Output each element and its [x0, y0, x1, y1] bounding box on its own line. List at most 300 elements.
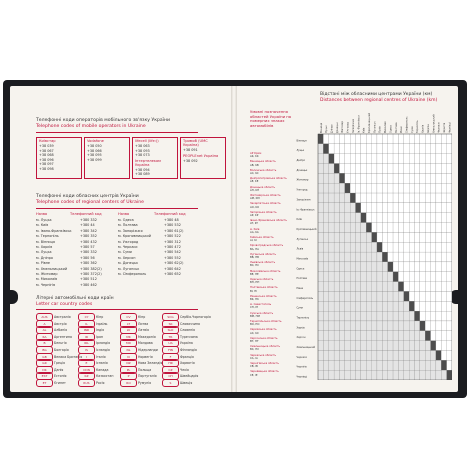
grid-cell — [366, 183, 371, 193]
grid-cell — [404, 252, 409, 262]
city-code: +380 352 — [80, 234, 97, 239]
grid-cell — [366, 311, 371, 321]
grid-cell — [382, 262, 387, 272]
grid-cell — [414, 341, 419, 351]
grid-cell — [350, 164, 355, 174]
grid-cell — [447, 321, 452, 331]
grid-cell — [447, 154, 452, 164]
grid-row-label: Вінниця — [296, 139, 307, 143]
grid-cell — [436, 193, 441, 203]
grid-cell — [318, 242, 323, 252]
grid-cell — [420, 321, 425, 331]
grid-cell — [404, 242, 409, 252]
grid-cell — [398, 203, 403, 213]
col-header-code: Телефонний код — [154, 212, 186, 216]
car-code-oval: RA — [36, 333, 53, 341]
car-country: Хорватія — [179, 361, 195, 366]
legend-plate: BM, HM — [250, 314, 260, 318]
grid-cell — [377, 301, 382, 311]
grid-col-label: Тернопіль — [416, 120, 420, 133]
grid-cell — [323, 321, 328, 331]
city-name: м. Запоріжжя — [118, 228, 143, 233]
car-code-oval: ET — [36, 379, 53, 387]
grid-cell — [345, 301, 350, 311]
grid-cell — [339, 203, 344, 213]
grid-col-label: Луцьк — [325, 125, 329, 133]
grid-cell — [414, 164, 419, 174]
grid-cell — [334, 213, 339, 223]
grid-cell — [425, 134, 430, 144]
city-name: м. Кропивницький — [118, 234, 151, 239]
divider — [36, 132, 198, 133]
grid-col-label: Дніпро — [330, 124, 334, 133]
grid-cell — [409, 272, 414, 282]
grid-cell — [350, 134, 355, 144]
grid-cell — [436, 134, 441, 144]
legend-plate: AP, KP — [250, 214, 259, 217]
grid-cell — [356, 341, 361, 351]
car-code-oval: CY — [78, 313, 95, 321]
grid-cell — [377, 242, 382, 252]
operator-name: Vodafone — [87, 139, 104, 143]
grid-cell — [345, 144, 350, 154]
grid-cell — [420, 213, 425, 223]
grid-cell — [441, 291, 446, 301]
grid-cell — [388, 213, 393, 223]
grid-cell — [377, 282, 382, 292]
grid-cell — [361, 331, 366, 341]
grid-cell — [447, 223, 452, 233]
grid-cell — [361, 193, 366, 203]
grid-cell — [382, 272, 387, 282]
grid-cell — [318, 331, 323, 341]
legend-region: Рівненська область — [250, 294, 277, 298]
grid-cell — [398, 164, 403, 174]
grid-cell — [318, 193, 323, 203]
grid-cell — [409, 183, 414, 193]
grid-cell — [409, 321, 414, 331]
grid-cell — [350, 291, 355, 301]
grid-cell — [409, 350, 414, 360]
grid-cell — [318, 321, 323, 331]
car-country: Ірландія — [95, 341, 111, 346]
car-code-oval: GB — [36, 353, 53, 361]
grid-row-label: Рівне — [296, 286, 304, 290]
car-country: Іран — [95, 334, 104, 339]
grid-cell — [425, 341, 430, 351]
grid-cell — [414, 262, 419, 272]
city-name: м. Сімферополь — [118, 272, 147, 276]
grid-cell — [339, 341, 344, 351]
grid-cell — [388, 321, 393, 331]
grid-cell — [372, 272, 377, 282]
grid-row-label: Одеса — [296, 267, 305, 271]
operator-name: PEOPLEnet Україна — [183, 153, 219, 158]
grid-cell — [420, 370, 425, 380]
grid-cell — [436, 291, 441, 301]
grid-cell — [329, 272, 334, 282]
car-code-oval: MK — [120, 333, 137, 341]
grid-cell — [345, 173, 350, 183]
grid-cell — [329, 134, 334, 144]
grid-cell — [329, 360, 334, 370]
grid-col-label: Сімферополь — [405, 116, 409, 133]
grid-cell — [431, 291, 436, 301]
grid-cell — [350, 173, 355, 183]
grid-col-label: Суми — [410, 126, 414, 133]
grid-row-label: Херсон — [296, 336, 306, 340]
grid-cell — [366, 341, 371, 351]
grid-cell — [398, 301, 403, 311]
grid-cell — [441, 311, 446, 321]
car-code-oval: NZ — [120, 359, 137, 367]
grid-cell — [356, 154, 361, 164]
grid-cell — [388, 301, 393, 311]
grid-cell — [393, 232, 398, 242]
grid-cell — [436, 272, 441, 282]
grid-cell — [388, 164, 393, 174]
grid-cell — [447, 144, 452, 154]
operator-code: +38 067 — [39, 148, 54, 153]
grid-col-label: Вінниця — [319, 122, 323, 133]
grid-cell — [372, 331, 377, 341]
grid-cell — [323, 173, 328, 183]
grid-row-label: Донецьк — [296, 168, 308, 172]
grid-cell — [377, 291, 382, 301]
grid-cell — [334, 370, 339, 380]
grid-cell — [447, 301, 452, 311]
car-country: Кіпр — [137, 315, 146, 319]
grid-cell — [436, 223, 441, 233]
grid-cell — [350, 350, 355, 360]
grid-cell — [388, 311, 393, 321]
grid-cell — [404, 144, 409, 154]
car-country: Болгарія — [53, 348, 69, 352]
grid-cell — [414, 173, 419, 183]
legend-region: Луганська область — [250, 252, 276, 256]
grid-cell — [377, 134, 382, 144]
grid-cell — [441, 301, 446, 311]
grid-cell — [329, 321, 334, 331]
grid-cell — [409, 203, 414, 213]
grid-cell — [382, 370, 387, 380]
city-code: +380 342 — [80, 228, 97, 233]
grid-cell — [398, 311, 403, 321]
legend-plate: BC, HC — [250, 264, 259, 268]
grid-cell — [398, 193, 403, 203]
grid-cell — [350, 370, 355, 380]
car-code-oval: N — [120, 353, 137, 361]
grid-cell — [447, 232, 452, 242]
grid-cell — [436, 341, 441, 351]
grid-cell — [447, 341, 452, 351]
grid-cell — [404, 173, 409, 183]
grid-cell — [382, 291, 387, 301]
grid-cell — [361, 213, 366, 223]
grid-cell — [393, 242, 398, 252]
grid-col-label: Рівне — [400, 126, 404, 133]
grid-cell — [339, 193, 344, 203]
grid-cell — [393, 213, 398, 223]
grid-cell — [377, 193, 382, 203]
grid-cell — [345, 193, 350, 203]
car-country: Польща — [137, 367, 152, 372]
car-code-oval: BG — [36, 346, 53, 354]
grid-cell — [318, 272, 323, 282]
car-code-oval: IND — [78, 326, 95, 334]
grid-cell — [436, 203, 441, 213]
grid-cell — [420, 193, 425, 203]
grid-cell — [414, 350, 419, 360]
legend-plate: CB, IB — [250, 365, 258, 369]
grid-cell — [441, 262, 446, 272]
grid-cell — [393, 164, 398, 174]
grid-cell — [345, 350, 350, 360]
grid-cell — [431, 262, 436, 272]
grid-cell — [447, 242, 452, 252]
grid-cell — [404, 223, 409, 233]
grid-cell — [366, 262, 371, 272]
grid-cell — [323, 164, 328, 174]
grid-cell — [372, 370, 377, 380]
grid-cell — [425, 291, 430, 301]
grid-cell — [425, 213, 430, 223]
grid-cell — [414, 321, 419, 331]
grid-cell — [409, 154, 414, 164]
grid-cell — [398, 341, 403, 351]
grid-cell — [431, 301, 436, 311]
grid-cell — [356, 360, 361, 370]
operator-name: Київстар — [39, 139, 56, 143]
grid-cell — [425, 144, 430, 154]
grid-cell — [420, 183, 425, 193]
legend-region: Івано-Франківська область — [250, 219, 287, 223]
distance-title-ua: Відстані між обласними центрами України (км) — [320, 92, 433, 97]
grid-cell — [366, 350, 371, 360]
grid-row-label: Львів — [296, 247, 304, 251]
grid-cell — [366, 252, 371, 262]
city-name: м. Хмельницький — [36, 266, 68, 271]
grid-cell — [356, 242, 361, 252]
city-code: +380 312 — [164, 239, 181, 244]
grid-cell — [382, 144, 387, 154]
city-name: м. Суми — [118, 250, 132, 255]
grid-cell — [372, 232, 377, 242]
grid-cell — [398, 282, 403, 292]
grid-cell — [329, 154, 334, 164]
grid-cell — [414, 311, 419, 321]
legend-region: Закарпатська область — [250, 202, 281, 206]
grid-cell — [329, 173, 334, 183]
grid-cell — [388, 242, 393, 252]
grid-cell — [436, 173, 441, 183]
car-code-oval: SCG — [162, 313, 179, 321]
grid-cell — [329, 370, 334, 380]
grid-row-label: Миколаїв — [296, 257, 309, 261]
grid-cell — [409, 360, 414, 370]
grid-cell — [350, 311, 355, 321]
grid-cell — [425, 193, 430, 203]
grid-cell — [356, 272, 361, 282]
grid-cell — [382, 301, 387, 311]
grid-cell — [409, 331, 414, 341]
legend-region: Вінницька область — [250, 160, 276, 164]
grid-cell — [377, 173, 382, 183]
grid-cell — [441, 331, 446, 341]
grid-cell — [398, 173, 403, 183]
car-code-oval: AUS — [36, 313, 53, 321]
car-country: Франція — [179, 354, 194, 359]
grid-cell — [388, 350, 393, 360]
legend-region: Черкаська область — [250, 353, 277, 357]
grid-cell — [323, 203, 328, 213]
legend-plate: AX, KX — [250, 331, 259, 335]
car-country: Молдова — [137, 341, 153, 346]
car-country: Данія — [53, 367, 64, 372]
grid-cell — [420, 144, 425, 154]
grid-cell — [339, 154, 344, 164]
grid-cell — [404, 291, 409, 301]
grid-cell — [393, 144, 398, 154]
legend-region: Запорізька область — [250, 210, 277, 214]
grid-cell — [356, 134, 361, 144]
grid-cell — [431, 193, 436, 203]
grid-cell — [339, 370, 344, 380]
grid-cell — [345, 183, 350, 193]
grid-cell — [334, 311, 339, 321]
grid-cell — [436, 350, 441, 360]
grid-cell — [441, 252, 446, 262]
car-code-oval: PL — [120, 366, 137, 374]
grid-cell — [441, 360, 446, 370]
city-name: м. Донецьк — [118, 261, 139, 266]
col-header-name: Назва — [118, 212, 130, 216]
grid-cell — [436, 321, 441, 331]
grid-cell — [356, 193, 361, 203]
grid-cell — [318, 164, 323, 174]
grid-cell — [323, 360, 328, 370]
grid-cell — [398, 350, 403, 360]
car-code-oval: E — [78, 359, 95, 367]
grid-cell — [356, 164, 361, 174]
grid-cell — [329, 341, 334, 351]
grid-cell — [377, 203, 382, 213]
grid-col-label: Чернігів — [443, 122, 447, 133]
operator-code: +38 096 — [39, 157, 54, 162]
car-country: Албанія — [53, 328, 68, 333]
grid-cell — [447, 193, 452, 203]
mobile-title-ua: Телефонні коди операторів мобільного зв'язку України — [36, 118, 170, 123]
grid-cell — [398, 134, 403, 144]
grid-cell — [318, 173, 323, 183]
grid-cell — [345, 272, 350, 282]
grid-cell — [323, 193, 328, 203]
grid-col-label: Запоріжжя — [351, 119, 355, 133]
grid-cell — [329, 183, 334, 193]
grid-cell — [329, 262, 334, 272]
car-code-oval: SLO — [162, 326, 179, 334]
car-country: Нідерланди — [137, 348, 158, 352]
grid-cell — [377, 252, 382, 262]
grid-cell — [372, 341, 377, 351]
grid-cell — [398, 252, 403, 262]
grid-cell — [431, 213, 436, 223]
grid-cell — [436, 370, 441, 380]
grid-cell — [329, 311, 334, 321]
car-country: Словенія — [179, 328, 195, 333]
grid-cell — [318, 291, 323, 301]
grid-cell — [356, 173, 361, 183]
plate-note: Умовні позначення областей України на номерних знаках автомобілів — [250, 109, 292, 128]
grid-cell — [350, 223, 355, 233]
grid-cell — [393, 223, 398, 233]
legend-plate: CA, IA — [250, 356, 258, 360]
grid-cell — [366, 360, 371, 370]
grid-cell — [350, 321, 355, 331]
operator-box-trimob — [180, 137, 226, 179]
operator-code: +38 068 — [39, 153, 54, 158]
regional-title-ua: Телефонні коди обласних центрів України — [36, 194, 139, 199]
grid-cell — [425, 223, 430, 233]
car-code-oval: LV — [120, 326, 137, 334]
grid-cell — [414, 301, 419, 311]
grid-cell — [441, 193, 446, 203]
car-country: Португалія — [137, 374, 157, 379]
operator-box-vodafone — [84, 137, 130, 179]
grid-cell — [414, 203, 419, 213]
grid-cell — [409, 242, 414, 252]
grid-cell — [382, 213, 387, 223]
grid-cell — [441, 242, 446, 252]
grid-cell — [339, 291, 344, 301]
grid-cell — [441, 282, 446, 292]
grid-cell — [414, 331, 419, 341]
grid-col-label: Харків — [421, 124, 425, 133]
grid-cell — [404, 164, 409, 174]
city-name: м. Херсон — [118, 255, 136, 260]
city-code: +380 462 — [80, 282, 97, 287]
grid-cell — [382, 232, 387, 242]
legend-region: Дніпропетровська область — [250, 177, 287, 181]
grid-cell — [350, 154, 355, 164]
grid-cell — [377, 321, 382, 331]
city-code: +380 372(2) — [80, 272, 102, 276]
grid-cell — [377, 144, 382, 154]
legend-plate: BB, HB — [250, 256, 259, 259]
legend-plate: BT, HT — [250, 340, 259, 343]
grid-cell — [356, 252, 361, 262]
grid-cell — [431, 134, 436, 144]
grid-cell — [447, 213, 452, 223]
grid-cell — [356, 232, 361, 242]
operator-code: +38 093 — [135, 148, 150, 153]
grid-cell — [420, 134, 425, 144]
grid-cell — [382, 252, 387, 262]
grid-cell — [404, 301, 409, 311]
grid-cell — [414, 144, 419, 154]
grid-cell — [447, 350, 452, 360]
grid-cell — [361, 242, 366, 252]
grid-cell — [425, 164, 430, 174]
grid-cell — [318, 341, 323, 351]
grid-cell — [372, 203, 377, 213]
operator-code: +38 095 — [87, 153, 102, 158]
grid-cell — [334, 183, 339, 193]
grid-cell — [420, 154, 425, 164]
grid-cell — [398, 331, 403, 341]
grid-cell — [345, 282, 350, 292]
grid-row-label: Київ — [296, 218, 302, 222]
